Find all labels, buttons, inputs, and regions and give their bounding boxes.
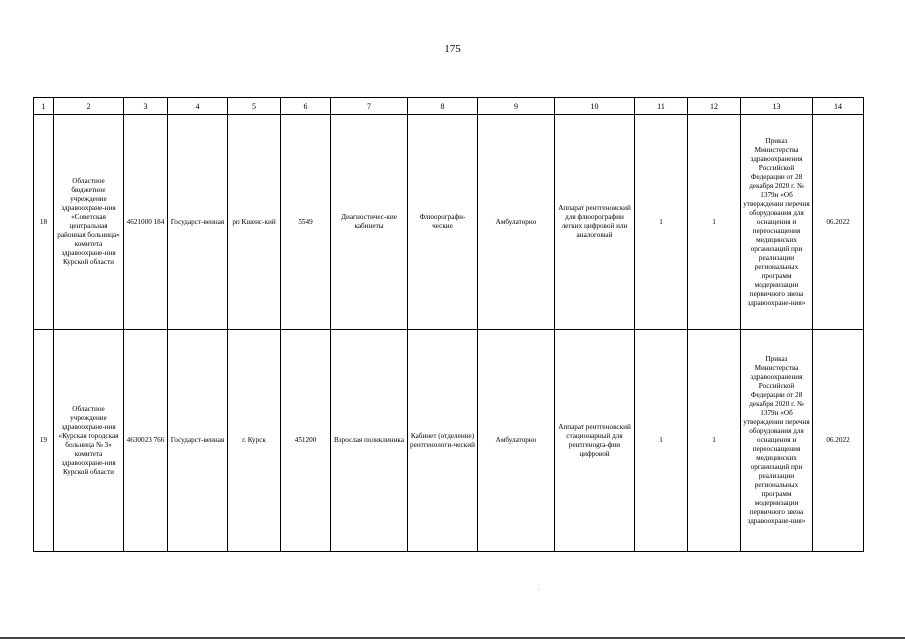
document-table bbox=[33, 97, 864, 552]
population-cell: 5549 bbox=[281, 115, 331, 330]
basis-cell: Приказ Министерства здравоохранения Российской Федерации от 28 декабря 2020 г. № 1379н «Об утверждении перечня оборудования для оснащения и переоснащения медицинских организаций при реализации региональных программ модернизации первичного звена здравоохране-ния» bbox=[741, 330, 813, 552]
population-cell: 451200 bbox=[281, 330, 331, 552]
header-cell: 4 bbox=[168, 98, 228, 115]
row-number-cell: 19 bbox=[34, 330, 54, 552]
quantity-cell: 1 bbox=[635, 330, 688, 552]
unit-cell: Кабинет (отделение) рентгенологи-ческий bbox=[408, 330, 478, 552]
header-cell: 9 bbox=[478, 98, 555, 115]
table-row bbox=[34, 330, 864, 552]
header-cell: 8 bbox=[408, 98, 478, 115]
page-number: 175 bbox=[444, 43, 461, 55]
care-type-cell: Амбулаторно bbox=[478, 115, 555, 330]
header-cell: 6 bbox=[281, 98, 331, 115]
header-cell: 12 bbox=[688, 98, 741, 115]
header-cell: 7 bbox=[331, 98, 408, 115]
organization-cell: Областное бюджетное учреждение здравоохране-ния «Советская центральная районная больница» комитета здравоохране-ния Курской области bbox=[54, 115, 124, 330]
row-number-cell: 18 bbox=[34, 115, 54, 330]
date-cell: 06.2022 bbox=[813, 330, 864, 552]
locality-cell: г. Курск bbox=[228, 330, 281, 552]
header-cell: 11 bbox=[635, 98, 688, 115]
division-cell: Взрослая поликлиника bbox=[331, 330, 408, 552]
header-cell: 3 bbox=[124, 98, 168, 115]
organization-cell: Областное учреждение здравоохране-ния «Курская городская больница № 3» комитета здравоохране-ния Курской области bbox=[54, 330, 124, 552]
header-cell: 14 bbox=[813, 98, 864, 115]
table-row bbox=[34, 115, 864, 330]
inn-cell: 4621000 184 bbox=[124, 115, 168, 330]
page-bottom-edge bbox=[0, 637, 905, 639]
header-cell: 10 bbox=[555, 98, 635, 115]
date-cell: 06.2022 bbox=[813, 115, 864, 330]
inn-cell: 4630023 766 bbox=[124, 330, 168, 552]
quantity-cell: 1 bbox=[688, 115, 741, 330]
quantity-cell: 1 bbox=[635, 115, 688, 330]
ownership-cell: Государст-венная bbox=[168, 330, 228, 552]
basis-cell: Приказ Министерства здравоохранения Российской Федерации от 28 декабря 2020 г. № 1379н «Об утверждении перечня оборудования для оснащения и переоснащения медицинских организаций при реализации региональных программ модернизации первичного звена здравоохране-ния» bbox=[741, 115, 813, 330]
quantity-cell: 1 bbox=[688, 330, 741, 552]
header-cell: 1 bbox=[34, 98, 54, 115]
header-cell: 5 bbox=[228, 98, 281, 115]
header-cell: 2 bbox=[54, 98, 124, 115]
table-header-row bbox=[34, 98, 864, 115]
equipment-cell: Аппарат рентгеновский стационарный для рентгенogra-фии цифровой bbox=[555, 330, 635, 552]
equipment-cell: Аппарат рентгеновский для флюорографии легких цифровой или аналоговый bbox=[555, 115, 635, 330]
division-cell: Диагностичес-кие кабинеты bbox=[331, 115, 408, 330]
unit-cell: Флюорографи-ческие bbox=[408, 115, 478, 330]
header-cell: 13 bbox=[741, 98, 813, 115]
care-type-cell: Амбулаторно bbox=[478, 330, 555, 552]
ownership-cell: Государст-венная bbox=[168, 115, 228, 330]
scan-speck bbox=[538, 589, 539, 590]
locality-cell: рп Кшенс-кий bbox=[228, 115, 281, 330]
